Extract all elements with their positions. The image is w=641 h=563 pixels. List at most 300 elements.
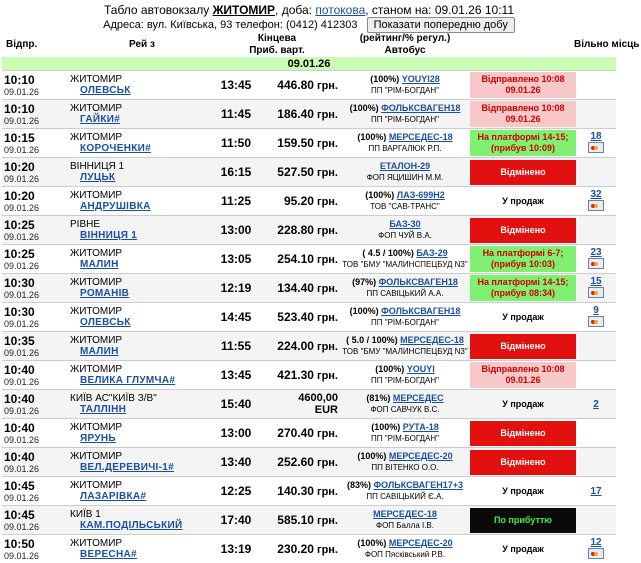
bus-model-link[interactable]: ФОЛЬКСВАГЕН18 (381, 306, 460, 316)
bus-rating: (100%) (370, 74, 399, 84)
route-cell (70, 274, 214, 303)
price-value: 446.80 (277, 78, 314, 92)
departure-time: 10:30 (4, 276, 70, 290)
bus-owner: ПП "РІМ-БОГДАН" (340, 375, 470, 386)
route-destination-link[interactable]: МАЛИН (70, 259, 214, 270)
seats-cell (576, 274, 616, 303)
status-cell (470, 187, 576, 216)
bus-cell (340, 274, 470, 303)
bus-cell (340, 100, 470, 129)
status-badge: Відмінено (470, 450, 576, 475)
route-from: РІВНЕ (70, 219, 214, 230)
status-badge: У продаж (470, 305, 576, 330)
table-row (2, 361, 616, 390)
departure-time: 10:20 (4, 160, 70, 174)
departure-cell (2, 71, 70, 100)
table-row (2, 303, 616, 332)
bus-rating: (81%) (366, 393, 390, 403)
departure-time: 10:35 (4, 334, 70, 348)
status-cell (470, 100, 576, 129)
arrival-time: 13:00 (214, 216, 258, 245)
table-row (2, 477, 616, 506)
free-seats-link[interactable]: 17 (576, 486, 616, 497)
bus-cell (340, 303, 470, 332)
route-from: ЖИТОМИР (70, 480, 214, 491)
price-currency: грн. (314, 428, 338, 440)
departure-cell (2, 274, 70, 303)
departure-date: 09.01.26 (4, 493, 70, 503)
route-from: ЖИТОМИР (70, 248, 214, 259)
bus-rating: (100%) (365, 190, 394, 200)
route-cell (70, 100, 214, 129)
bus-cell (340, 129, 470, 158)
status-cell (470, 361, 576, 390)
bus-model-link[interactable]: ЛАЗ-699Н2 (397, 190, 445, 200)
arrival-time: 13:19 (214, 535, 258, 563)
bus-owner: ПП ВАРГАЛЮК Р.П. (340, 143, 470, 154)
price-value: 523.40 (277, 310, 314, 324)
route-destination-link[interactable]: ЛАЗАРІВКА# (70, 491, 214, 502)
price-value: 4600,00 EUR (284, 392, 338, 416)
price-currency: грн. (314, 254, 338, 266)
status-badge: Відмінено (470, 218, 576, 243)
seats-cell (576, 535, 616, 563)
table-row (2, 187, 616, 216)
route-cell (70, 158, 214, 187)
route-destination-link[interactable]: ГАЙКИ# (70, 114, 214, 125)
card-payment-icon[interactable] (588, 548, 604, 559)
price-currency: грн. (314, 515, 338, 527)
departures-table (2, 33, 616, 563)
price-cell (258, 71, 340, 100)
bus-model-link[interactable]: ФОЛЬКСВАГЕН18 (379, 277, 458, 287)
price-value: 585.10 (277, 513, 314, 527)
bus-rating: ( 5.0 / 100%) (346, 335, 398, 345)
departure-cell (2, 361, 70, 390)
bus-model-link[interactable]: МЕРСЕДЕС-18 (373, 509, 437, 519)
price-currency: грн. (314, 109, 338, 121)
price-currency: грн. (314, 312, 338, 324)
arrival-time: 13:00 (214, 419, 258, 448)
bus-model-link[interactable]: РУТА-18 (403, 422, 439, 432)
route-cell (70, 332, 214, 361)
departure-date: 09.01.26 (4, 203, 70, 213)
departure-date: 09.01.26 (4, 87, 70, 97)
departure-date: 09.01.26 (4, 290, 70, 300)
departure-cell (2, 129, 70, 158)
departure-cell (2, 332, 70, 361)
status-cell (470, 158, 576, 187)
departure-time: 10:40 (4, 450, 70, 464)
departure-cell (2, 216, 70, 245)
departure-time: 10:20 (4, 189, 70, 203)
card-payment-icon[interactable] (588, 142, 604, 153)
departure-cell (2, 100, 70, 129)
arrival-time: 13:45 (214, 361, 258, 390)
free-seats-link[interactable]: 12 (576, 537, 616, 548)
price-cell (258, 535, 340, 563)
price-value: 186.40 (277, 107, 314, 121)
prev-day-button[interactable]: Показати попередню добу (367, 17, 515, 33)
bus-owner: ПП "РІМ-БОГДАН" (340, 85, 470, 96)
price-currency: грн. (314, 196, 338, 208)
bus-rating: (100%) (350, 306, 379, 316)
price-value: 134.40 (277, 281, 314, 295)
bus-owner: ПП "РІМ-БОГДАН" (340, 433, 470, 444)
arrival-time: 15:40 (214, 390, 258, 419)
price-cell (258, 129, 340, 158)
status-badge: Відправлено 10:08 09.01.26 (470, 72, 576, 98)
table-row (2, 535, 616, 563)
departure-cell (2, 477, 70, 506)
table-row (2, 216, 616, 245)
price-cell (258, 477, 340, 506)
free-seats-link[interactable]: 18 (576, 131, 616, 142)
route-destination-link[interactable]: ВІННИЦЯ 1 (70, 230, 214, 241)
table-header-row (2, 33, 616, 57)
seats-cell (576, 187, 616, 216)
status-badge: На платформі 14-15; (прибув 08:34) (470, 275, 576, 301)
departure-date: 09.01.26 (4, 522, 70, 532)
departure-cell (2, 419, 70, 448)
table-row (2, 71, 616, 100)
bus-owner: ФОП ЯЦИШИН М.М. (340, 172, 470, 183)
period-link[interactable]: потокова (315, 3, 365, 17)
bus-owner: ФОП ЧУЙ В.А. (340, 230, 470, 241)
col-seats-label: Вільно місць (574, 39, 639, 50)
route-destination-link[interactable]: АНДРУШІВКА (70, 201, 214, 212)
price-value: 421.30 (277, 368, 314, 382)
seats-cell (576, 303, 616, 332)
price-currency: грн. (314, 80, 338, 92)
departure-cell (2, 448, 70, 477)
route-from: ЖИТОМИР (70, 451, 214, 462)
departure-cell (2, 390, 70, 419)
date-bar-label: 09.01.26 (2, 57, 616, 71)
bus-rating: ( 4.5 / 100%) (362, 248, 414, 258)
seats-cell (576, 419, 616, 448)
route-cell (70, 419, 214, 448)
seats-cell (576, 71, 616, 100)
departure-date: 09.01.26 (4, 116, 70, 126)
arrival-time: 13:45 (214, 71, 258, 100)
route-from: КИЇВ АС"КИЇВ З/В" (70, 393, 214, 404)
col-bus-label: Автобус (340, 45, 470, 57)
departure-date: 09.01.26 (4, 435, 70, 445)
card-payment-icon[interactable] (588, 316, 604, 327)
route-cell (70, 245, 214, 274)
route-cell (70, 361, 214, 390)
departure-time: 10:30 (4, 305, 70, 319)
table-row (2, 129, 616, 158)
status-badge: По прибуттю (470, 508, 576, 533)
col-route: Рей з (70, 33, 214, 57)
departure-cell (2, 506, 70, 535)
price-currency: грн. (314, 225, 338, 237)
bus-owner: ПП "РІМ-БОГДАН" (340, 317, 470, 328)
bus-model-link[interactable]: МЕРСЕДЕС (393, 393, 444, 403)
status-cell (470, 506, 576, 535)
bus-owner: ФОП Балла І.В. (340, 520, 470, 531)
departure-date: 09.01.26 (4, 232, 70, 242)
bus-rating: (100%) (350, 103, 379, 113)
free-seats-link[interactable]: 9 (576, 305, 616, 316)
departure-time: 10:25 (4, 218, 70, 232)
col-arr-price-label: Приб. варт. (214, 45, 340, 57)
price-cell (258, 448, 340, 477)
departure-time: 10:25 (4, 247, 70, 261)
arrival-time: 11:25 (214, 187, 258, 216)
route-from: ЖИТОМИР (70, 538, 214, 549)
bus-cell (340, 448, 470, 477)
arrival-time: 11:55 (214, 332, 258, 361)
price-value: 230.20 (277, 542, 314, 556)
card-payment-icon[interactable] (588, 287, 604, 298)
route-from: ВІННИЦЯ 1 (70, 161, 214, 172)
bus-cell (340, 361, 470, 390)
departure-time: 10:40 (4, 392, 70, 406)
status-cell (470, 419, 576, 448)
bus-cell (340, 187, 470, 216)
bus-rating: (100%) (357, 538, 386, 548)
price-cell (258, 506, 340, 535)
price-currency: грн. (314, 486, 338, 498)
departure-date: 09.01.26 (4, 377, 70, 387)
route-cell (70, 448, 214, 477)
price-cell (258, 332, 340, 361)
price-cell (258, 187, 340, 216)
route-destination-link[interactable]: ОЛЕВСЬК (70, 317, 214, 328)
table-row (2, 419, 616, 448)
route-destination-link[interactable]: ВЕЛ.ДЕРЕВИЧІ-1# (70, 462, 214, 473)
status-badge: Відправлено 10:08 09.01.26 (470, 362, 576, 388)
departure-date: 09.01.26 (4, 406, 70, 416)
route-cell (70, 216, 214, 245)
status-badge: У продаж (470, 189, 576, 214)
period-prefix: , доба: (275, 3, 312, 17)
route-cell (70, 71, 214, 100)
card-payment-icon[interactable] (588, 258, 604, 269)
free-seats-link[interactable]: 23 (576, 247, 616, 258)
status-cell (470, 274, 576, 303)
bus-rating: (100%) (371, 422, 400, 432)
departure-cell (2, 187, 70, 216)
bus-model-link[interactable]: YOUYI28 (402, 74, 440, 84)
seats-cell (576, 448, 616, 477)
price-value: 95.20 (284, 194, 314, 208)
arrival-time: 17:40 (214, 506, 258, 535)
departure-time: 10:45 (4, 479, 70, 493)
table-row (2, 506, 616, 535)
price-value: 224.00 (277, 339, 314, 353)
bus-model-link[interactable]: YOUYI (407, 364, 435, 374)
bus-cell (340, 390, 470, 419)
bus-cell (340, 216, 470, 245)
bus-owner: ПП ВІТЕНКО О.О. (340, 462, 470, 473)
status-cell (470, 216, 576, 245)
departure-time: 10:40 (4, 421, 70, 435)
bus-owner: ФОП САВЧУК В.С. (340, 404, 470, 415)
departure-cell (2, 535, 70, 563)
route-cell (70, 303, 214, 332)
station-city[interactable]: ЖИТОМИР (213, 3, 275, 17)
bus-model-link[interactable]: ФОЛЬКСВАГЕН17+3 (373, 480, 463, 490)
route-destination-link[interactable]: ВЕРЕСНА# (70, 549, 214, 560)
price-value: 159.50 (277, 136, 314, 150)
route-destination-link[interactable]: ЛУЦЬК (70, 172, 214, 183)
arrival-time: 12:19 (214, 274, 258, 303)
seats-cell (576, 129, 616, 158)
route-cell (70, 535, 214, 563)
bus-model-link[interactable]: БАЗ-30 (389, 219, 420, 229)
price-value: 254.10 (277, 252, 314, 266)
price-cell (258, 419, 340, 448)
free-seats-link[interactable]: 15 (576, 276, 616, 287)
departure-date: 09.01.26 (4, 348, 70, 358)
price-cell (258, 274, 340, 303)
arrival-time: 14:45 (214, 303, 258, 332)
departure-time: 10:10 (4, 73, 70, 87)
card-payment-icon[interactable] (588, 200, 604, 211)
bus-model-link[interactable]: МЕРСЕДЕС-20 (389, 451, 453, 461)
arrival-time: 13:40 (214, 448, 258, 477)
price-value: 252.60 (277, 455, 314, 469)
bus-owner: ПП "РІМ-БОГДАН" (340, 114, 470, 125)
route-destination-link[interactable]: ТАЛЛІНН (70, 404, 214, 415)
arrival-time: 11:50 (214, 129, 258, 158)
status-badge: Відправлено 10:08 09.01.26 (470, 101, 576, 127)
table-row (2, 158, 616, 187)
bus-owner: ПП САВІЦЬКИЙ Є.А. (340, 491, 470, 502)
status-cell (470, 303, 576, 332)
route-from: ЖИТОМИР (70, 364, 214, 375)
departure-time: 10:45 (4, 508, 70, 522)
price-currency: грн. (314, 370, 338, 382)
bus-model-link[interactable]: МЕРСЕДЕС-18 (400, 335, 464, 345)
route-cell (70, 390, 214, 419)
bus-model-link[interactable]: БАЗ-29 (416, 248, 447, 258)
status-badge: У продаж (470, 479, 576, 504)
bus-cell (340, 419, 470, 448)
col-bus (340, 33, 470, 57)
free-seats-link[interactable]: 2 (576, 399, 616, 410)
route-cell (70, 129, 214, 158)
status-cell (470, 71, 576, 100)
seats-cell (576, 216, 616, 245)
route-destination-link[interactable]: ОЛЕВСЬК (70, 85, 214, 96)
bus-owner: ТОВ "БМУ "МАЛИНСПЕЦБУД N3" (340, 346, 470, 357)
route-destination-link[interactable]: ЯРУНЬ (70, 433, 214, 444)
status-badge: Відмінено (470, 334, 576, 359)
route-destination-link[interactable]: ВЕЛИКА ГЛУМЧА# (70, 375, 214, 386)
bus-rating: (97%) (352, 277, 376, 287)
bus-model-link[interactable]: МЕРСЕДЕС-18 (389, 132, 453, 142)
departure-time: 10:50 (4, 537, 70, 551)
route-cell (70, 506, 214, 535)
price-cell (258, 158, 340, 187)
price-cell (258, 245, 340, 274)
price-cell (258, 303, 340, 332)
route-destination-link[interactable]: РОМАНІВ (70, 288, 214, 299)
seats-cell (576, 506, 616, 535)
route-from: ЖИТОМИР (70, 277, 214, 288)
price-currency: грн. (314, 341, 338, 353)
departure-time: 10:10 (4, 102, 70, 116)
status-cell (470, 390, 576, 419)
route-from: ЖИТОМИР (70, 103, 214, 114)
departure-date: 09.01.26 (4, 174, 70, 184)
table-row (2, 100, 616, 129)
seats-cell (576, 245, 616, 274)
bus-cell (340, 158, 470, 187)
departure-date: 09.01.26 (4, 261, 70, 271)
status-badge: На платформі 14-15; (прибув 10:09) (470, 130, 576, 156)
free-seats-link[interactable]: 32 (576, 189, 616, 200)
status-badge: На платформі 6-7; (прибув 10:03) (470, 246, 576, 272)
route-from: ЖИТОМИР (70, 190, 214, 201)
table-row (2, 245, 616, 274)
bus-rating: (100%) (357, 451, 386, 461)
table-row (2, 448, 616, 477)
col-final-label: Кінцева (214, 33, 340, 45)
bus-model-link[interactable]: МЕРСЕДЕС-20 (389, 538, 453, 548)
route-from: ЖИТОМИР (70, 422, 214, 433)
price-currency: грн. (314, 167, 338, 179)
departure-cell (2, 158, 70, 187)
bus-owner: ФОП Пясківський Р.В. (340, 549, 470, 560)
board-title: Табло автовокзалу (104, 3, 209, 17)
seats-cell (576, 332, 616, 361)
status-cell (470, 332, 576, 361)
bus-model-link[interactable]: ЕТАЛОН-29 (380, 161, 430, 171)
arrival-time: 13:05 (214, 245, 258, 274)
route-from: ЖИТОМИР (70, 74, 214, 85)
bus-cell (340, 535, 470, 563)
route-from: КИЇВ 1 (70, 509, 214, 520)
route-destination-link[interactable]: МАЛИН (70, 346, 214, 357)
bus-owner: ПП САВІЦЬКИЙ А.А. (340, 288, 470, 299)
price-cell (258, 361, 340, 390)
departure-date: 09.01.26 (4, 464, 70, 474)
departure-time: 10:40 (4, 363, 70, 377)
price-value: 527.50 (277, 165, 314, 179)
table-row (2, 274, 616, 303)
departure-date: 09.01.26 (4, 551, 70, 561)
bus-owner: ТОВ "САВ-ТРАНС" (340, 201, 470, 212)
col-rating-label: (рейтинг/% регул.) (340, 33, 470, 45)
arrival-time: 16:15 (214, 158, 258, 187)
bus-owner: ТОВ "БМУ "МАЛИНСПЕЦБУД N3" (340, 259, 470, 270)
status-cell (470, 535, 576, 563)
price-currency: грн. (314, 544, 338, 556)
price-currency: грн. (314, 138, 338, 150)
route-destination-link[interactable]: КОРОЧЕНКИ# (70, 143, 214, 154)
board-header (0, 0, 618, 33)
table-row (2, 332, 616, 361)
col-final (214, 33, 340, 57)
bus-cell (340, 506, 470, 535)
date-bar (2, 57, 616, 71)
departure-cell (2, 245, 70, 274)
status-cell (470, 245, 576, 274)
seats-cell (576, 100, 616, 129)
status-badge: У продаж (470, 392, 576, 417)
bus-cell (340, 71, 470, 100)
bus-model-link[interactable]: ФОЛЬКСВАГЕН18 (381, 103, 460, 113)
arrival-time: 11:45 (214, 100, 258, 129)
status-cell (470, 448, 576, 477)
route-destination-link[interactable]: КАМ.ПОДІЛЬСЬКИЙ (70, 520, 214, 531)
